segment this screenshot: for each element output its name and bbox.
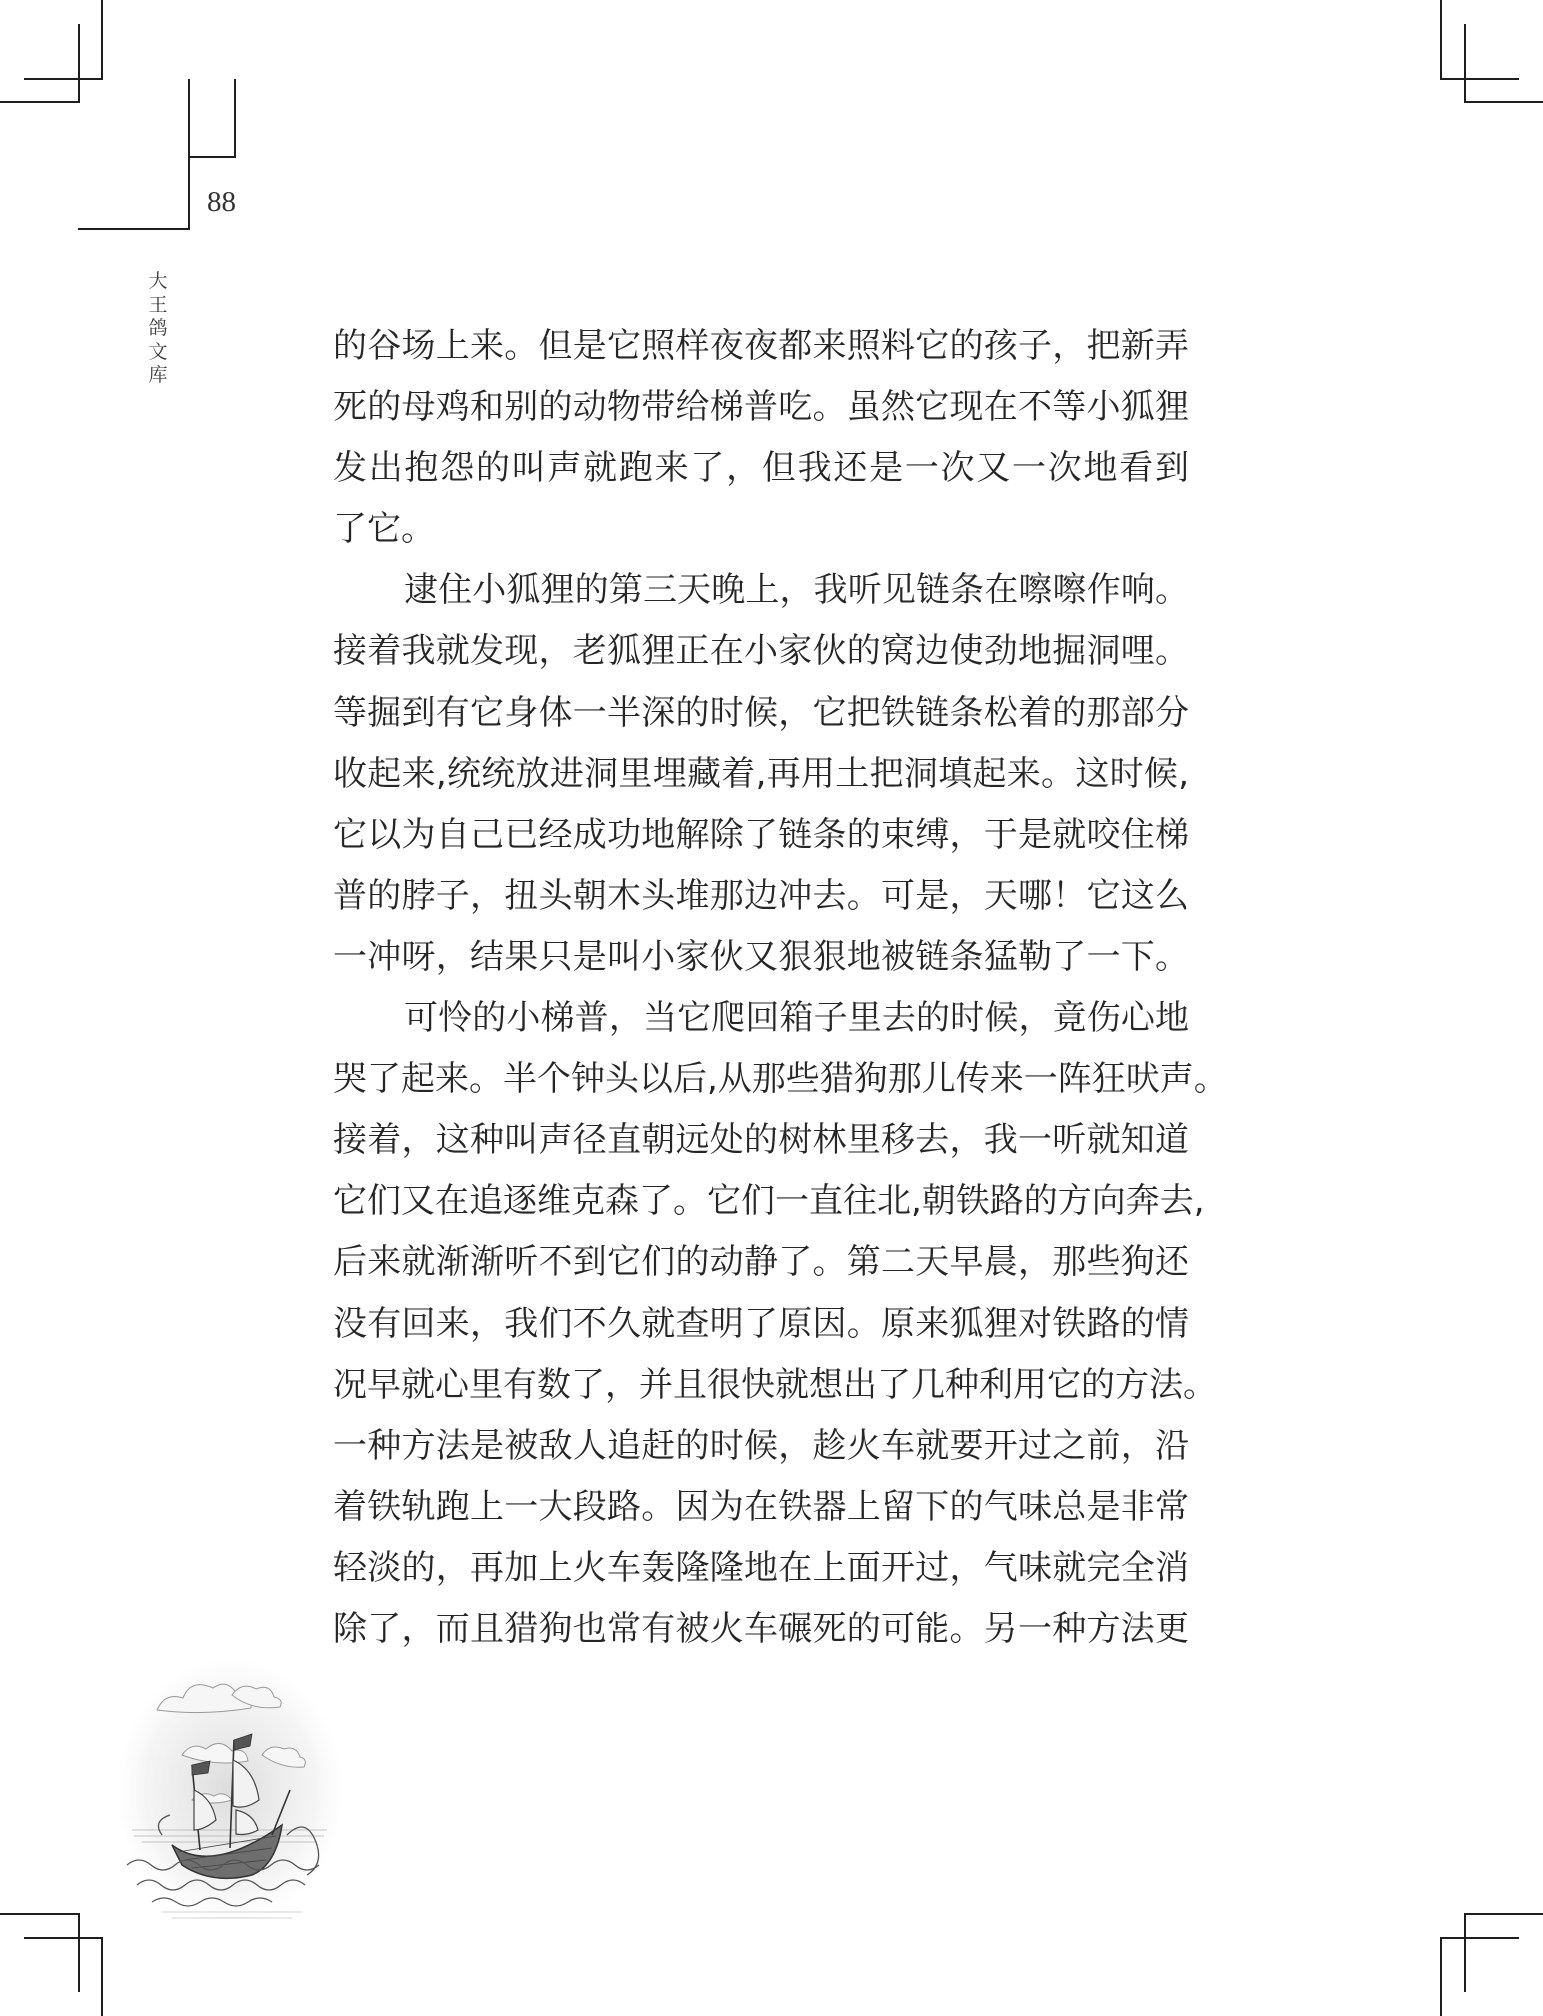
crop-mark-top-right-outer-vertical [1440,0,1442,79]
text-line: 一种方法是被敌人追赶的时候，趁火车就要开过之前，沿 [333,1425,1189,1466]
text-line: 轻淡的，再加上火车轰隆隆地在上面开过，气味就完全消 [333,1547,1189,1588]
crop-mark-bottom-right-outer-vertical [1464,1913,1466,1992]
series-label-char: 鸽 [148,317,168,339]
series-label-char: 大 [148,270,168,292]
crop-mark-bottom-right-inner-vertical [1440,1937,1442,2016]
series-label-char: 王 [148,293,168,316]
crop-mark-top-left-outer-vertical [101,0,103,79]
text-line: 况早就心里有数了，并且很快就想出了几种利用它的方法。 [333,1364,1217,1405]
text-line: 它们又在追逐维克森了。它们一直往北,朝铁路的方向奔去, [333,1181,1205,1222]
text-line: 了它。 [333,509,435,550]
header-bracket-long-vertical [188,79,190,230]
crop-mark-top-left-outer-horizontal [24,78,103,80]
sailing-ship-on-waves-icon [112,1640,344,1925]
crop-mark-bottom-left-inner-vertical [101,1937,103,2016]
sailing-ship-illustration [112,1640,344,1925]
text-line: 接着，这种叫声径直朝远处的树林里移去，我一听就知道 [333,1120,1189,1161]
series-label-char: 文 [148,340,168,363]
text-line: 没有回来，我们不久就查明了原因。原来狐狸对铁路的情 [333,1303,1189,1344]
crop-mark-top-right-inner-vertical [1464,24,1466,103]
crop-mark-top-left-inner-vertical [78,24,80,103]
text-line: 一冲呀，结果只是叫小家伙又狠狠地被链条猛勒了一下。 [333,936,1189,977]
text-line: 哭了起来。半个钟头以后,从那些猎狗那儿传来一阵狂吠声。 [333,1059,1228,1100]
series-label [146,270,170,388]
series-label-char: 库 [148,364,168,386]
crop-mark-bottom-left-outer-horizontal [0,1913,80,1915]
text-line: 普的脖子，扭头朝木头堆那边冲去。可是，天哪！它这么 [333,875,1189,916]
crop-mark-bottom-left-outer-vertical [78,1913,80,1992]
header-bracket-short-vertical [234,79,236,158]
crop-mark-top-right-outer-horizontal [1440,78,1519,80]
text-line: 死的母鸡和别的动物带给梯普吃。虽然它现在不等小狐狸 [333,387,1189,428]
text-line: 它以为自己已经成功地解除了链条的束缚，于是就咬住梯 [333,814,1189,855]
text-line: 的谷场上来。但是它照样夜夜都来照料它的孩子，把新弄 [333,326,1189,366]
crop-mark-bottom-right-inner-horizontal [1440,1937,1519,1939]
crop-mark-bottom-right-outer-horizontal [1464,1913,1543,1915]
text-line: 等掘到有它身体一半深的时候，它把铁链条松着的那部分 [333,692,1189,733]
page-number: 88 [207,186,236,218]
text-line: 后来就渐渐听不到它们的动静了。第二天早晨，那些狗还 [333,1242,1189,1283]
text-line: 发出抱怨的叫声就跑来了，但我还是一次又一次地看到 [333,448,1189,489]
crop-mark-top-right-inner-horizontal [1464,101,1543,103]
crop-mark-top-left-inner-horizontal [0,101,80,103]
text-line: 接着我就发现，老狐狸正在小家伙的窝边使劲地掘洞哩。 [333,631,1189,672]
crop-mark-bottom-left-inner-horizontal [24,1937,103,1939]
body-text [333,316,1228,1660]
text-line: 收起来,统统放进洞里埋藏着,再用土把洞填起来。这时候, [333,753,1189,794]
text-line: 除了，而且猎狗也常有被火车碾死的可能。另一种方法更 [333,1608,1189,1649]
paragraph-first-line: 逮住小狐狸的第三天晚上，我听见链条在嚓嚓作响。 [404,570,1189,611]
paragraph-first-line: 可怜的小梯普，当它爬回箱子里去的时候，竟伤心地 [404,998,1189,1039]
text-line: 着铁轨跑上一大段路。因为在铁器上留下的气味总是非常 [333,1486,1189,1527]
header-bracket-bottom-horizontal [78,228,190,230]
header-bracket-mid-horizontal [188,156,236,158]
